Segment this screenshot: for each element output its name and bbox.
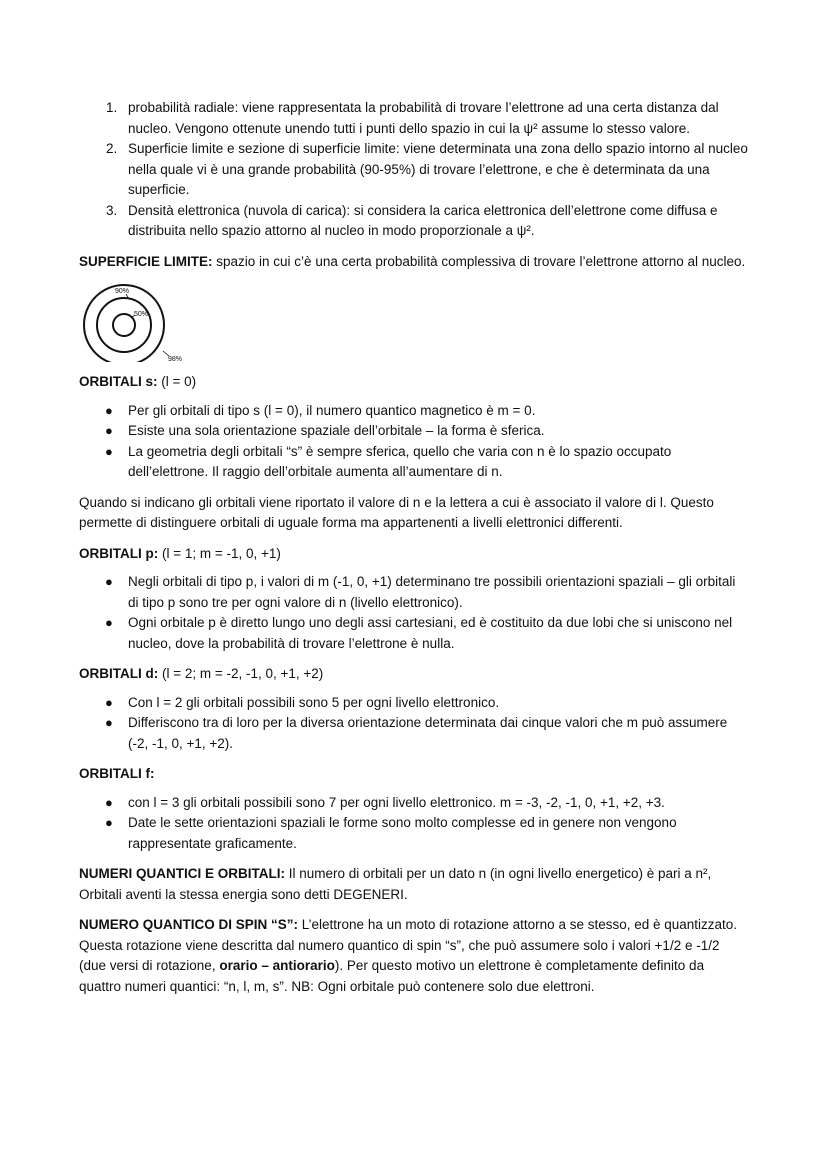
label-50-percent: 50%	[134, 311, 149, 318]
orbitali-f-list	[79, 793, 749, 855]
heading-detail: (l = 1; m = -1, 0, +1)	[158, 545, 281, 561]
list-item	[79, 401, 749, 422]
paragraph-text: Il numero di orbitali per un dato n (in ogni livello energetico) è pari a n²,	[285, 866, 712, 881]
orbitali-s-heading	[79, 372, 749, 393]
list-item	[79, 442, 749, 483]
section-heading: NUMERI QUANTICI E ORBITALI:	[79, 866, 285, 881]
bullet-icon: ●	[105, 423, 113, 438]
spin-paragraph	[79, 915, 749, 997]
orbitali-d-heading	[79, 664, 749, 685]
list-item-text: Ogni orbitale p è diretto lungo uno degli assi cartesiani, ed è costituito da due lobi che si uniscono nel nucleo, dove la probabilità di trovare l’elettrone è nulla.	[128, 615, 733, 651]
section-heading: ORBITALI s:	[79, 374, 158, 389]
orbitali-d-list	[79, 693, 749, 755]
list-item	[79, 98, 749, 139]
paragraph-text: ). Per questo motivo un elettrone è completamente definito da quattro numeri quantici: “n, l, m, s”. NB: Ogni orbitale può contenere solo due elettroni.	[79, 958, 705, 994]
list-number: 1.	[106, 100, 118, 115]
paragraph-text: L’elettrone ha un moto di rotazione attorno a se stesso, ed è quantizzato. Questa rotazione viene descritta dal numero quantico di spin “s”, che può assumere solo i valori +1/2 e -1/2 (due versi di rotazione,	[79, 917, 738, 973]
list-number: 3.	[106, 202, 118, 218]
heading-detail: (l = 0)	[157, 374, 197, 389]
boundary-surface-diagram	[79, 282, 189, 362]
orbitali-p-list	[79, 572, 749, 654]
list-item	[79, 713, 749, 754]
section-heading: SUPERFICIE LIMITE:	[79, 253, 213, 269]
list-item-text: La geometria degli orbitali “s” è sempre sferica, quello che varia con n è lo spazio occupato dell’elettrone. Il raggio dell’orbitale aumenta all’aumentare di n.	[128, 443, 672, 479]
emphasis-text: orario – antiorario	[219, 958, 335, 973]
bullet-icon: ●	[105, 815, 113, 830]
bullet-icon: ●	[105, 574, 113, 589]
orbitali-s-list	[79, 401, 749, 483]
list-item-text: Densità elettronica (nuvola di carica): si considera la carica elettronica dell’elettrone come diffusa e distribuita nello spazio attorno al nucleo in modo proporzionale a ψ².	[128, 202, 718, 238]
heading-detail: (l = 2; m = -2, -1, 0, +1, +2)	[158, 666, 324, 681]
list-item	[79, 793, 749, 814]
section-heading: ORBITALI f:	[79, 766, 155, 781]
bullet-icon: ●	[105, 694, 113, 710]
paragraph-text: spazio in cui c’è una certa probabilità complessiva di trovare l’elettrone attorno al nucleo.	[212, 253, 746, 269]
list-number: 2.	[106, 141, 118, 156]
middle-circle	[97, 298, 151, 352]
concentric-circles-figure	[79, 282, 189, 362]
label-90-percent: 90%	[115, 288, 130, 295]
paragraph-text: Orbitali aventi la stessa energia sono detti DEGENERI.	[79, 886, 408, 902]
list-item-text: Negli orbitali di tipo p, i valori di m (-1, 0, +1) determinano tre possibili orientazioni spaziali – gli orbitali di tipo p sono tre per ogni valore di n (livello elettronico).	[128, 574, 736, 610]
section-heading: NUMERO QUANTICO DI SPIN “S”:	[79, 917, 299, 932]
list-item-text: probabilità radiale: viene rappresentata la probabilità di trovare l’elettrone ad una certa distanza dal nucleo. Vengono ottenute unendo tutti i punti dello spazio in cui la ψ² assume lo stesso valore.	[128, 100, 719, 136]
intro-numbered-list	[79, 98, 749, 242]
outer-circle	[84, 285, 164, 362]
list-item	[79, 421, 749, 442]
indicano-paragraph: Quando si indicano gli orbitali viene riportato il valore di n e la lettera a cui è associato il valore di l. Questo permette di distinguere orbitali di uguale forma ma appartenenti a livelli elettronici differenti.	[79, 494, 714, 530]
list-item-text: Differiscono tra di loro per la diversa orientazione determinata dai cinque valori che m può assumere (-2, -1, 0, +1, +2).	[128, 715, 728, 751]
list-item-text: Con l = 2 gli orbitali possibili sono 5 per ogni livello elettronico.	[128, 694, 500, 710]
list-item	[79, 693, 749, 714]
list-item-text: con l = 3 gli orbitali possibili sono 7 per ogni livello elettronico. m = -3, -2, -1, 0, +1, +2, +3.	[128, 794, 665, 810]
list-item	[79, 813, 749, 854]
list-item-text: Per gli orbitali di tipo s (l = 0), il numero quantico magnetico è m = 0.	[128, 402, 536, 418]
list-item	[79, 572, 749, 613]
bullet-icon: ●	[105, 794, 113, 810]
bullet-icon: ●	[105, 615, 113, 630]
orbitali-p-heading	[79, 544, 749, 565]
list-item-text: Date le sette orientazioni spaziali le forme sono molto complesse ed in genere non vengono rappresentate graficamente.	[128, 815, 677, 851]
section-heading: ORBITALI d:	[79, 666, 159, 681]
page-content	[79, 98, 749, 997]
list-item-text: Esiste una sola orientazione spaziale dell’orbitale – la forma è sferica.	[128, 423, 545, 438]
list-item	[79, 139, 749, 201]
list-item-text: Superficie limite e sezione di superficie limite: viene determinata una zona dello spazio intorno al nucleo nella quale vi è una grande probabilità (90-95%) di trovare l’elettrone, e che è determinata da una superficie.	[128, 141, 748, 197]
label-98-percent: 98%	[168, 356, 183, 362]
list-item	[79, 201, 749, 242]
bullet-icon: ●	[105, 715, 113, 730]
bullet-icon: ●	[105, 402, 113, 418]
superficie-paragraph	[79, 252, 749, 273]
orbitali-f-heading	[79, 764, 749, 785]
section-heading: ORBITALI p:	[79, 545, 159, 561]
bullet-icon: ●	[105, 443, 113, 459]
numeri-quantici-paragraph	[79, 864, 749, 905]
list-item	[79, 613, 749, 654]
